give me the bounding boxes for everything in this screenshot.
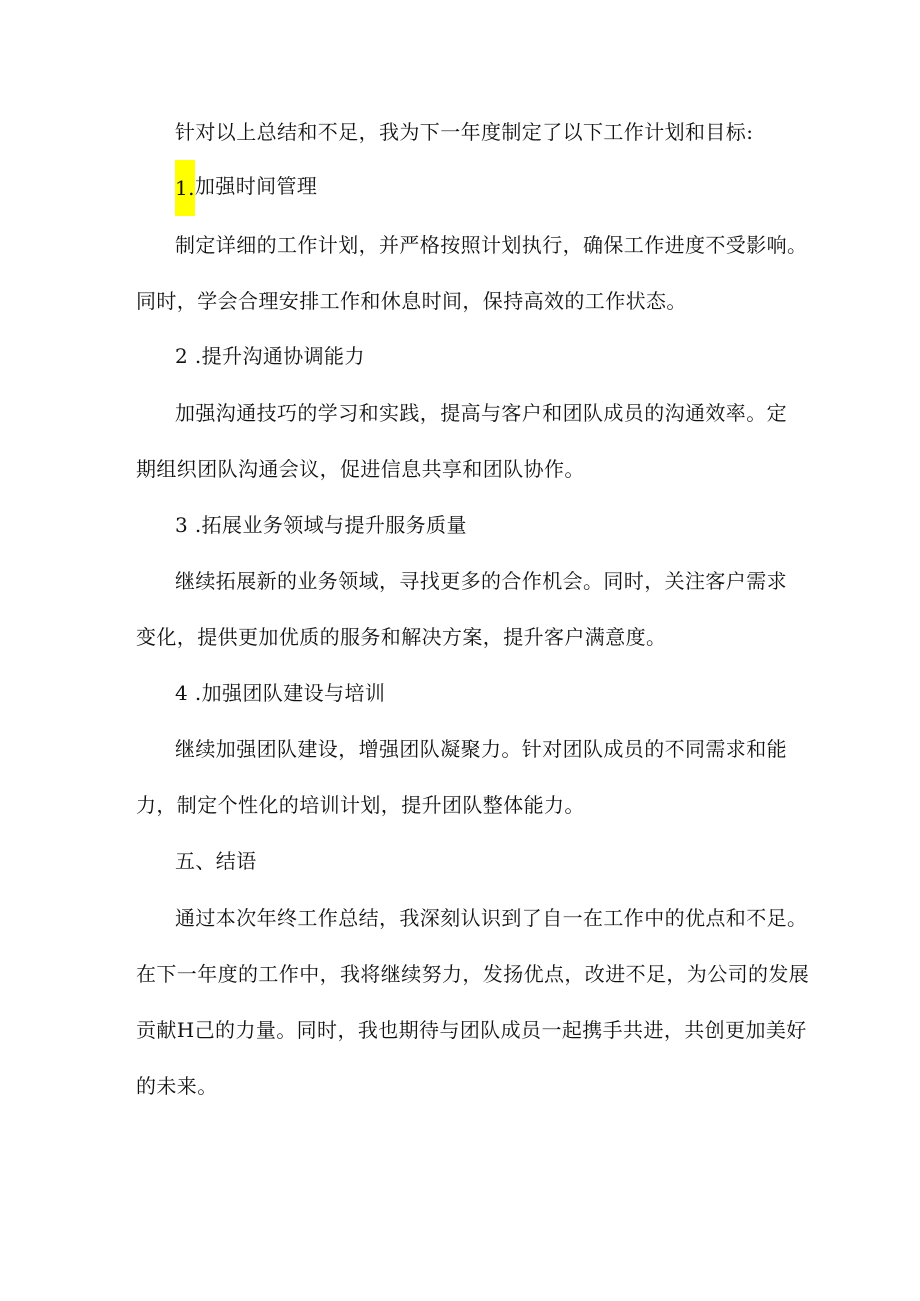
item2-heading: 2 .提升沟通协调能力: [175, 344, 365, 368]
conclusion-line3: 贡献H己的力量。同时，我也期待与团队成员一起携手共进，共创更加美好: [136, 1018, 807, 1042]
item4-heading: 4 .加强团队建设与培训: [175, 681, 386, 705]
conclusion-line1: 通过本次年终工作总结，我深刻认识到了自一在工作中的优点和不足。: [175, 906, 808, 930]
conclusion-line2: 在下一年度的工作中，我将继续努力，发扬优点，改进不足，为公司的发展: [136, 962, 810, 986]
item3-body-line1: 继续拓展新的业务领域，寻找更多的合作机会。同时，关注客户需求: [175, 569, 787, 593]
item3-body-line2: 变化，提供更加优质的服务和解决方案，提升客户满意度。: [136, 625, 667, 649]
item1-heading: [0, 158, 920, 216]
conclusion-line4: 的未来。: [136, 1074, 218, 1098]
section5-heading: 五、结语: [175, 849, 257, 873]
item4-body-line2: 力，制定个性化的培训计划，提升团队整体能力。: [136, 793, 585, 817]
item2-body-line2: 期组织团队沟通会议，促进信息共享和团队协作。: [136, 457, 585, 481]
item1-number-highlight: 1.: [175, 160, 195, 216]
item3-heading: 3 .拓展业务领域与提升服务质量: [175, 513, 467, 537]
item2-body-line1: 加强沟通技巧的学习和实践，提高与客户和团队成员的沟通效率。定: [175, 401, 787, 425]
item1-body-line2: 同时，学会合理安排工作和休息时间，保持高效的工作状态。: [136, 289, 687, 313]
intro-paragraph: 针对以上总结和不足，我为下一年度制定了以下工作计划和目标:: [175, 120, 754, 144]
item1-body-line1: 制定详细的工作计划，并严格按照计划执行，确保工作进度不受影响。: [175, 233, 808, 257]
item1-title: 加强时间管理: [194, 174, 318, 198]
item4-body-line1: 继续加强团队建设，增强团队凝聚力。针对团队成员的不同需求和能: [175, 737, 787, 761]
